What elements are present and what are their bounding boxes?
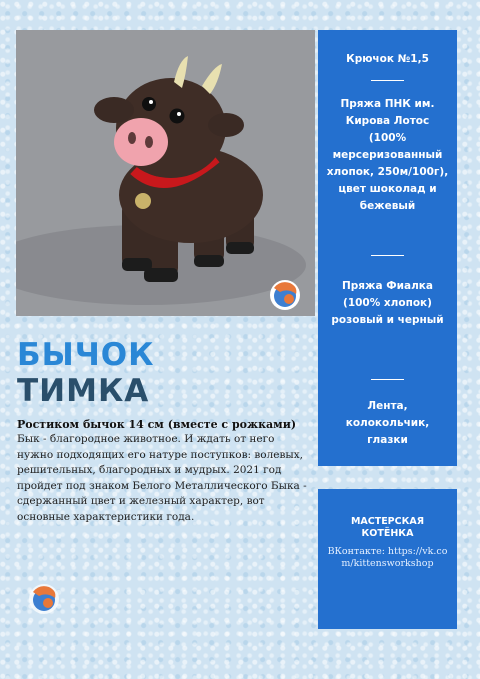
material-accessories: Лента, колокольчик, глазки [345, 400, 430, 446]
material-yarn-lotos: Пряжа ПНК им. Кирова Лотос (100% мерсеризованный хлопок, 250м/100г), цвет шоколад и бежевый [326, 98, 449, 212]
materials-sidebar [318, 30, 457, 466]
photo-logo-icon [268, 278, 302, 312]
bull-toy-photo [16, 30, 315, 316]
title-line1: БЫЧОК [17, 337, 155, 373]
workshop-title: МАСТЕРСКАЯ КОТЁНКА [350, 516, 425, 539]
material-yarn-fialka: Пряжа Фиалка (100% хлопок) розовый и черный [331, 280, 444, 326]
divider [371, 379, 404, 380]
workshop-info-box [318, 489, 457, 629]
bottom-logo-icon [27, 582, 61, 616]
divider [371, 255, 404, 256]
page-title [17, 337, 155, 409]
size-subtitle: Ростиком бычок 14 см (вместе с рожками) [17, 418, 297, 431]
material-hook: Крючок №1,5 [346, 53, 429, 65]
description-text: Бык - благородное животное. И ждать от него нужно подходящих его натуре поступков: волевых, решительных, благородных и мудрых. 2021 год пройдет под знаком Белого Металлического Быка - сдержанный цвет и железный характер, вот основные характеристики года. [17, 433, 307, 523]
title-line2: ТИМКА [17, 373, 150, 409]
workshop-link[interactable]: ВКонтакте: https://vk.com/kittensworkshop [327, 546, 448, 569]
divider [371, 80, 404, 81]
